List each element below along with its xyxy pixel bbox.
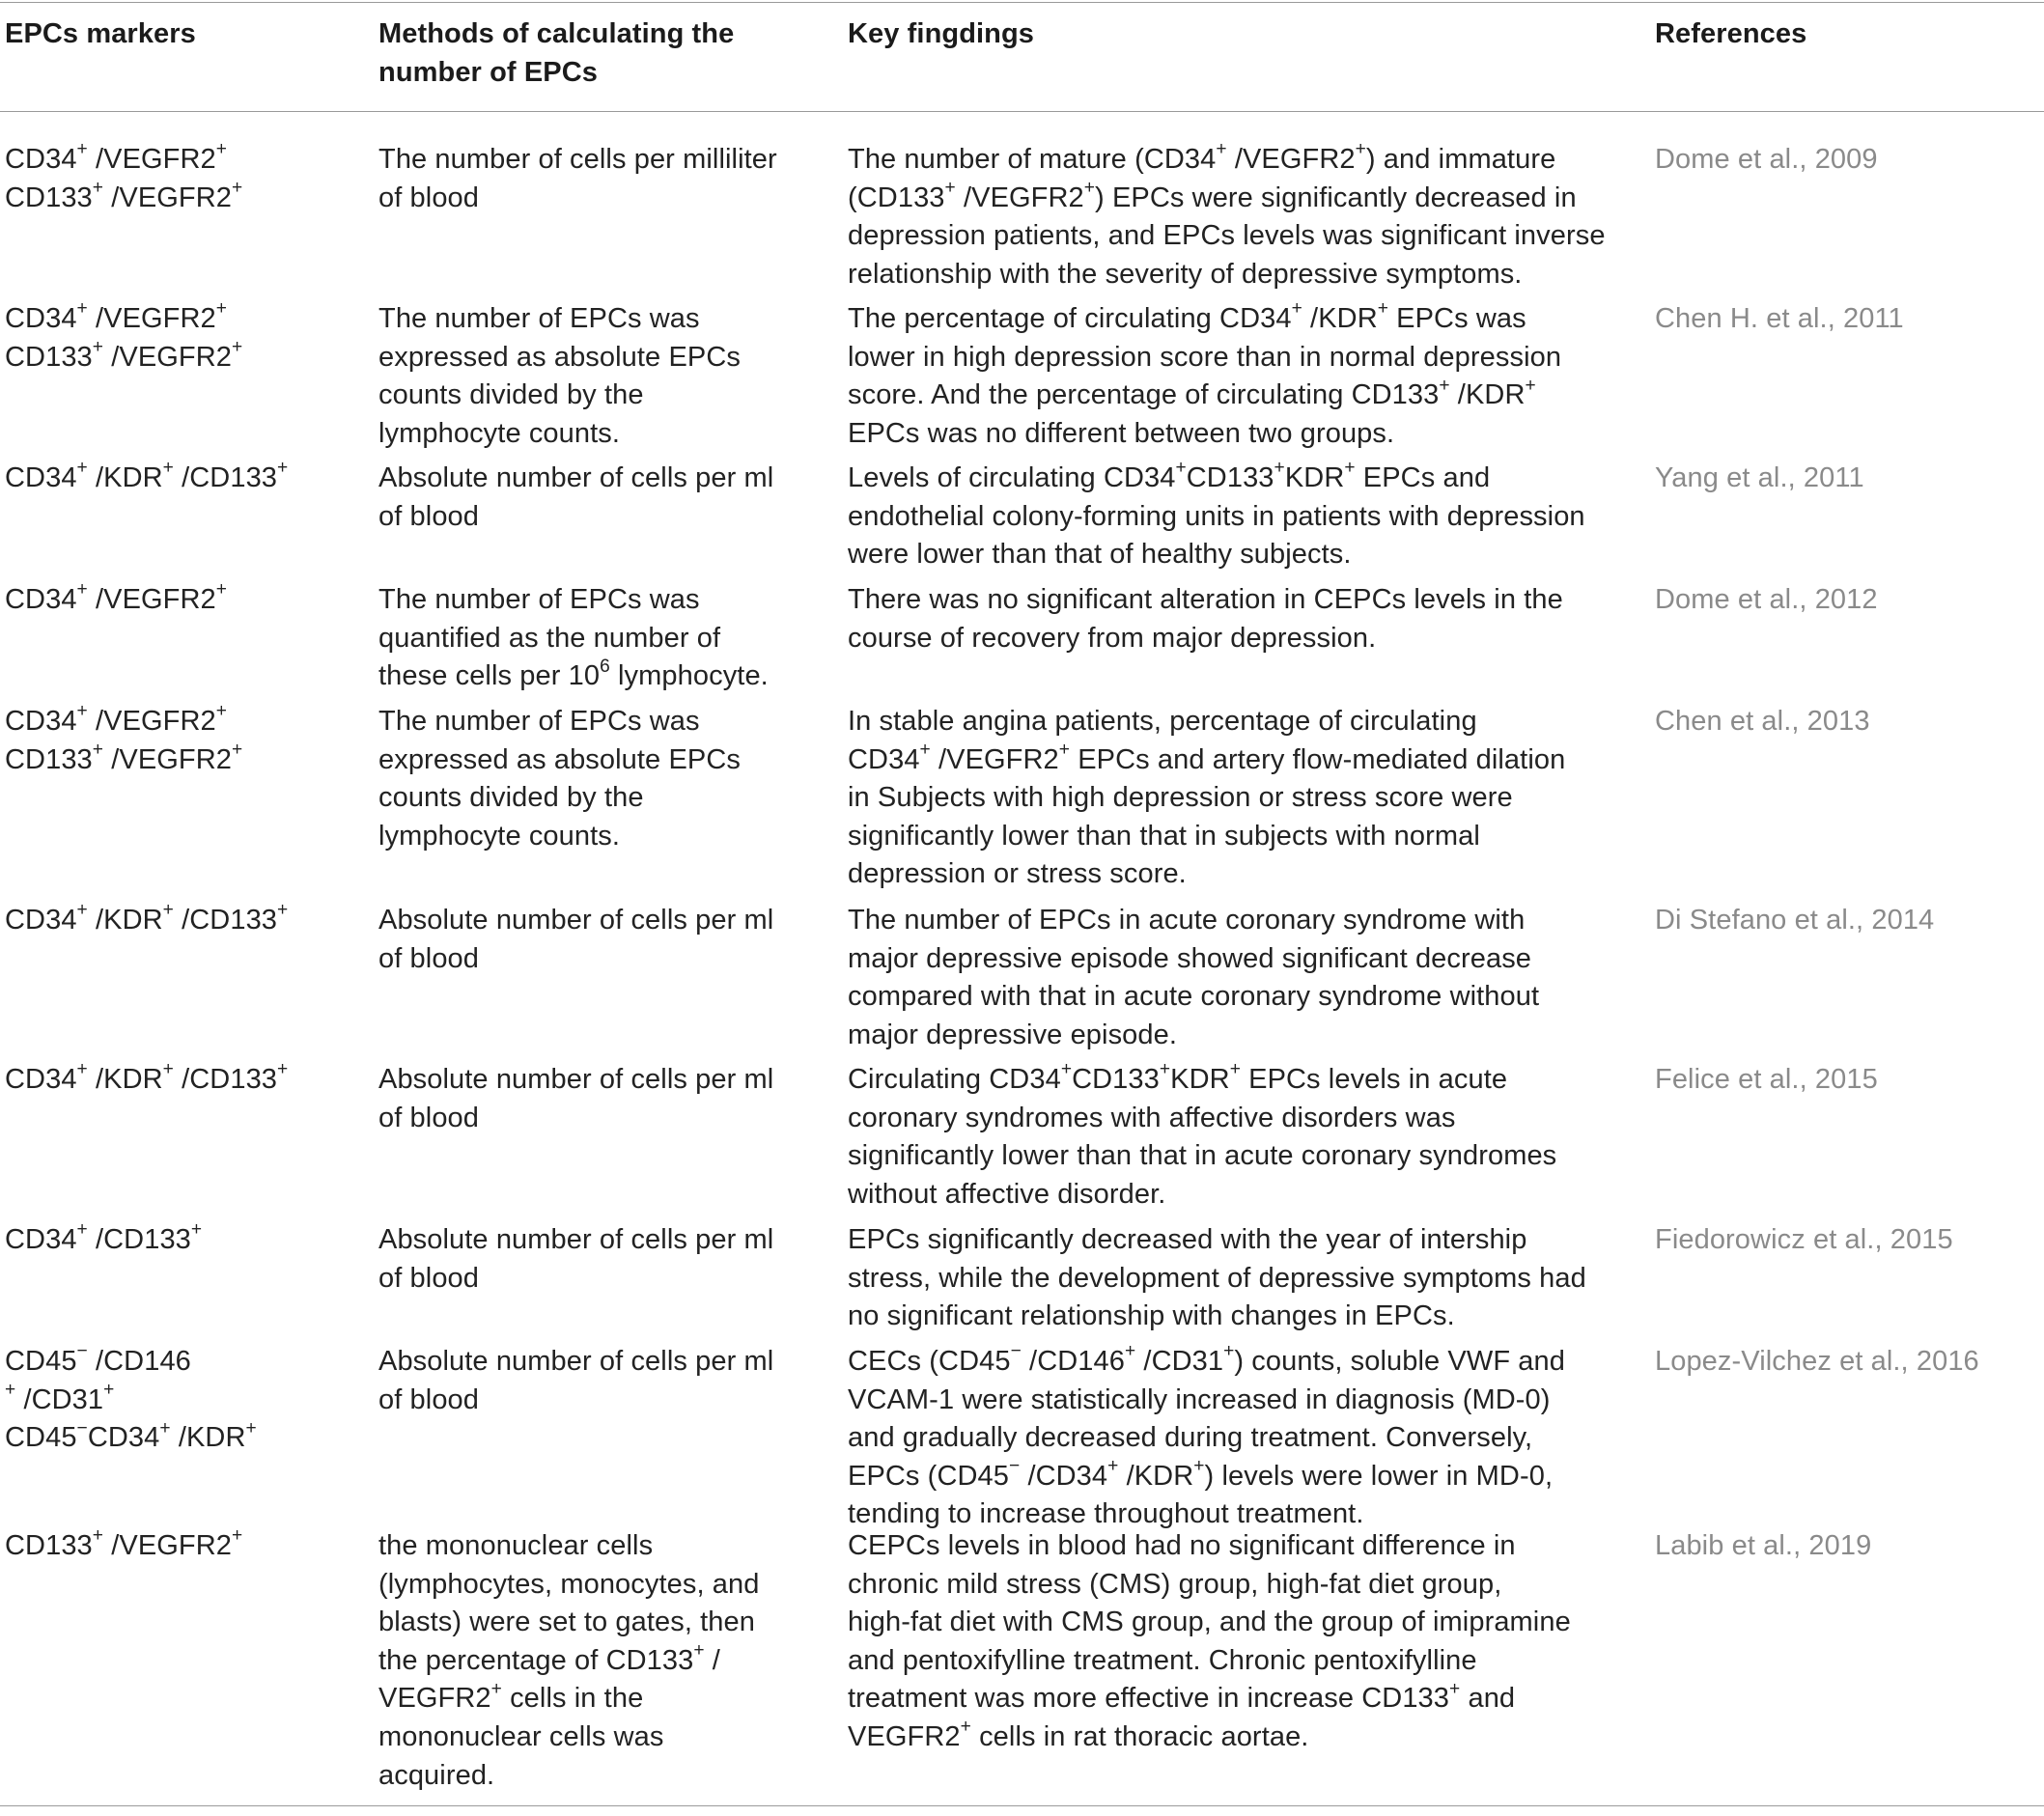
cell-key-findings-line: CEPCs levels in blood had no significant difference in [848,1530,1516,1561]
cell-reference-line: Dome et al., 2012 [1655,584,1878,615]
cell-key-findings-line: lower in high depression score than in normal depression [848,341,1562,373]
cell-reference [1655,300,2041,339]
cell-methods-line: the percentage of CD133+ / [378,1640,720,1676]
cell-key-findings-line: VCAM-1 were statistically increased in diagnosis (MD-0) [848,1383,1551,1415]
cell-key-findings [848,1221,1601,1336]
cell-methods [378,1061,794,1137]
cell-key-findings-line: were lower than that of healthy subjects. [848,539,1352,571]
cell-key-findings-line: significantly lower than that in acute coronary syndromes [848,1140,1557,1172]
cell-reference [1655,1061,2041,1100]
cell-markers [5,300,362,377]
cell-key-findings-line: CD34+ /VEGFR2+ EPCs and artery flow-mediated dilation [848,740,1566,775]
cell-key-findings-line: chronic mild stress (CMS) group, high-fat diet group, [848,1568,1502,1600]
cell-key-findings-line: without affective disorder. [848,1178,1166,1210]
cell-markers-line: CD45−CD34+ /KDR+ [5,1417,257,1454]
cell-methods-line: Absolute number of cells per ml [378,905,774,936]
cell-methods-line: the mononuclear cells [378,1530,654,1561]
cell-methods-line: blasts) were set to gates, then [378,1606,755,1638]
cell-methods-line: mononuclear cells was [378,1720,664,1752]
cell-methods-line: Absolute number of cells per ml [378,462,774,493]
cell-reference-line: Yang et al., 2011 [1655,462,1864,493]
cell-key-findings-line: CECs (CD45− /CD146+ /CD31+) counts, soluble VWF and [848,1341,1565,1377]
cell-key-findings-line: There was no significant alteration in CEPCs levels in the [848,584,1563,615]
cell-reference [1655,460,2041,498]
cell-markers-line: CD34+ /KDR+ /CD133+ [5,900,289,936]
cell-methods-line: (lymphocytes, monocytes, and [378,1568,760,1600]
cell-methods-line: expressed as absolute EPCs [378,341,741,373]
cell-markers-line: CD34+ /VEGFR2+ [5,298,228,334]
cell-reference [1655,902,2041,940]
cell-key-findings-line: major depressive episode showed significant decrease [848,942,1532,974]
cell-methods [378,1527,794,1795]
cell-markers [5,1527,362,1566]
cell-key-findings-line: in Subjects with high depression or stress score were [848,782,1513,814]
cell-markers [5,902,362,940]
cell-methods-line: expressed as absolute EPCs [378,743,741,775]
cell-markers-line: CD34+ /VEGFR2+ [5,701,228,737]
table-header-rule [0,111,2044,112]
cell-key-findings [848,581,1601,657]
cell-key-findings [848,1061,1601,1214]
cell-key-findings [848,1527,1601,1757]
cell-reference-line: Lopez-Vilchez et al., 2016 [1655,1346,1979,1377]
cell-methods-line: The number of EPCs was [378,584,700,615]
cell-key-findings-line: compared with that in acute coronary syndrome without [848,981,1540,1013]
cell-markers-line: CD133+ /VEGFR2+ [5,337,243,373]
cell-key-findings-line: and gradually decreased during treatment. Conversely, [848,1422,1533,1454]
cell-key-findings-line: The number of mature (CD34+ /VEGFR2+) and immature [848,139,1556,175]
cell-key-findings-line: course of recovery from major depression. [848,622,1377,654]
cell-methods-line: of blood [378,942,479,974]
cell-methods-line: lymphocyte counts. [378,820,621,852]
cell-methods-line: acquired. [378,1759,495,1791]
cell-reference-line: Chen et al., 2013 [1655,706,1870,737]
cell-methods-line: lymphocyte counts. [378,417,621,449]
cell-methods-line: counts divided by the [378,379,644,411]
cell-reference [1655,141,2041,180]
cell-reference-line: Di Stefano et al., 2014 [1655,905,1935,936]
cell-markers-line: CD34+ /VEGFR2+ [5,139,228,175]
cell-markers-line: CD45− /CD146 [5,1341,191,1377]
cell-key-findings-line: coronary syndromes with affective disorders was [848,1102,1456,1133]
cell-methods-line: of blood [378,1262,479,1294]
cell-reference-line: Labib et al., 2019 [1655,1530,1872,1561]
cell-key-findings [848,902,1601,1054]
cell-methods-line: The number of cells per milliliter [378,144,777,175]
cell-reference [1655,581,2041,620]
cell-key-findings [848,460,1601,574]
cell-methods-line: The number of EPCs was [378,706,700,737]
cell-key-findings-line: Levels of circulating CD34+CD133+KDR+ EPCs and [848,458,1491,493]
cell-methods [378,1343,794,1419]
cell-key-findings-line: and pentoxifylline treatment. Chronic pentoxifylline [848,1644,1477,1676]
cell-markers-line: CD34+ /KDR+ /CD133+ [5,1059,289,1095]
cell-methods [378,460,794,536]
cell-key-findings-line: no significant relationship with changes in EPCs. [848,1300,1455,1332]
cell-methods [378,703,794,855]
cell-methods-line: The number of EPCs was [378,303,700,334]
cell-key-findings-line: stress, while the development of depressive symptoms had [848,1262,1586,1294]
cell-key-findings-line: The number of EPCs in acute coronary syndrome with [848,905,1526,936]
table-top-rule [0,2,2044,3]
header-text-line: Methods of calculating the [378,18,735,49]
cell-markers-line: CD34+ /KDR+ /CD133+ [5,458,289,493]
cell-key-findings-line: score. And the percentage of circulating CD133+ /KDR+ [848,375,1536,411]
cell-key-findings-line: VEGFR2+ cells in rat thoracic aortae. [848,1717,1309,1752]
cell-key-findings-line: treatment was more effective in increase CD133+ and [848,1678,1516,1715]
cell-methods-line: of blood [378,1102,479,1133]
cell-methods [378,902,794,978]
cell-methods [378,581,794,696]
cell-key-findings-line: EPCs (CD45− /CD34+ /KDR+) levels were lower in MD-0, [848,1456,1554,1492]
cell-key-findings-line: depression patients, and EPCs levels was significant inverse [848,220,1606,252]
cell-methods-line: Absolute number of cells per ml [378,1064,774,1095]
cell-methods-line: Absolute number of cells per ml [378,1224,774,1255]
cell-reference [1655,1527,2041,1566]
header-text-line: Key fingdings [848,18,1035,49]
cell-reference [1655,1221,2041,1260]
cell-key-findings-line: EPCs significantly decreased with the year of intership [848,1224,1527,1255]
cell-markers [5,581,362,620]
cell-markers-line: CD133+ /VEGFR2+ [5,1525,243,1561]
cell-key-findings [848,139,1606,293]
cell-methods [378,1221,794,1298]
cell-key-findings-line: EPCs was no different between two groups. [848,417,1395,449]
cell-methods [378,141,794,217]
cell-key-findings-line: significantly lower than that in subjects with normal [848,820,1480,852]
cell-reference [1655,703,2041,741]
cell-markers [5,1343,362,1458]
cell-methods-line: Absolute number of cells per ml [378,1346,774,1377]
cell-key-findings-line: relationship with the severity of depressive symptoms. [848,258,1523,290]
cell-methods-line: counts divided by the [378,782,644,814]
cell-key-findings-line: Circulating CD34+CD133+KDR+ EPCs levels in acute [848,1059,1508,1095]
cell-markers-line: CD34+ /VEGFR2+ [5,579,228,615]
cell-key-findings-line: depression or stress score. [848,858,1187,890]
header-text-line: number of EPCs [378,56,598,88]
table-bottom-rule [0,1805,2044,1806]
cell-reference [1655,1343,2041,1382]
cell-key-findings-line: (CD133+ /VEGFR2+) EPCs were significantly decreased in [848,178,1577,213]
cell-markers [5,460,362,498]
cell-markers-line: CD34+ /CD133+ [5,1219,203,1255]
cell-markers-line: CD133+ /VEGFR2+ [5,178,243,213]
cell-key-findings [848,703,1601,894]
cell-methods-line: these cells per $10^6$ lymphocyte. [378,656,769,692]
header-key-findings [848,15,1601,54]
cell-markers-line: CD133+ /VEGFR2+ [5,740,243,775]
cell-key-findings-line: endothelial colony-forming units in patients with depression [848,500,1585,532]
cell-methods-line: of blood [378,182,479,213]
cell-markers-line: + /CD31+ [5,1380,115,1415]
cell-reference-line: Felice et al., 2015 [1655,1064,1878,1095]
cell-key-findings-line: In stable angina patients, percentage of circulating [848,706,1477,737]
cell-reference-line: Chen H. et al., 2011 [1655,303,1904,334]
header-methods [378,15,794,92]
cell-key-findings [848,300,1601,453]
cell-key-findings-line: tending to increase throughout treatment. [848,1498,1364,1530]
header-references [1655,15,2041,54]
cell-key-findings [848,1343,1601,1534]
header-text-line: References [1655,18,1807,49]
cell-methods-line: of blood [378,500,479,532]
cell-key-findings-line: major depressive episode. [848,1019,1178,1050]
header-text-line: EPCs markers [5,18,196,49]
cell-markers [5,703,362,779]
cell-key-findings-line: The percentage of circulating CD34+ /KDR+ EPCs was [848,298,1526,334]
cell-methods-line: of blood [378,1383,479,1415]
cell-markers [5,1221,362,1260]
cell-reference-line: Fiedorowicz et al., 2015 [1655,1224,1953,1255]
header-epcs-markers [5,15,362,54]
cell-methods-line: quantified as the number of [378,622,721,654]
cell-methods [378,300,794,453]
cell-markers [5,1061,362,1100]
cell-reference-line: Dome et al., 2009 [1655,144,1878,175]
cell-key-findings-line: high-fat diet with CMS group, and the group of imipramine [848,1606,1571,1638]
cell-markers [5,141,362,217]
cell-methods-line: VEGFR2+ cells in the [378,1678,644,1715]
